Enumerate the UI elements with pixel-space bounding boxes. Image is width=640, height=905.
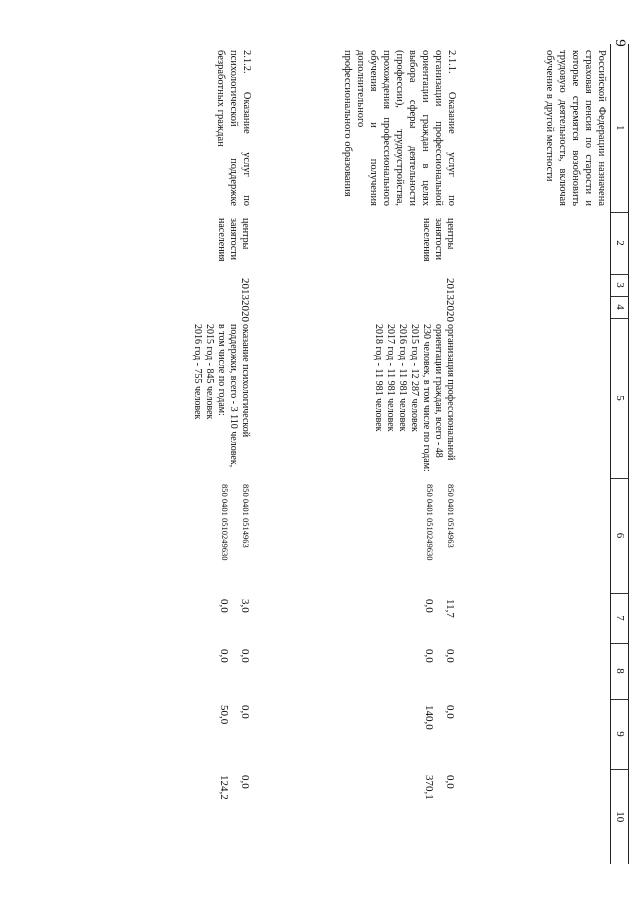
column-number: 6 <box>611 478 629 593</box>
indicator-line: организация профессиональной ориентации граждан, всего - 48 230 человек, в том числе по годам: <box>421 324 457 472</box>
funding-value: 0,0 <box>218 649 231 663</box>
column-number: 8 <box>611 643 629 699</box>
cell-value-col9 <box>461 699 611 769</box>
table-row <box>461 44 611 864</box>
rotated-table-container <box>134 44 629 864</box>
funding-value: 11,7 <box>444 599 457 618</box>
funding-value: 0,0 <box>444 705 457 719</box>
funding-value: 50,0 <box>218 705 231 725</box>
column-number: 2 <box>611 212 629 274</box>
cell-value-col8 <box>116 643 256 699</box>
cell-value-col10 <box>116 769 256 864</box>
table-row <box>116 44 256 864</box>
cell-indicators <box>116 318 256 478</box>
budget-code: 850 0401 0514963 <box>241 484 252 548</box>
cell-end-year: 2020 <box>239 300 252 322</box>
cell-measure-name: 2.1.1. Оказание услуг по организации профессиональной ориентации граждан в целях выбора сферы деятельности (профессии), трудоустройства, прохождения профессионального обучения и получения дополнительного профессионального образования <box>342 50 458 206</box>
funding-value: 0,0 <box>444 775 457 789</box>
column-number-row <box>611 44 629 864</box>
cell-budget-code <box>461 478 611 593</box>
funding-value: 3,0 <box>239 599 252 613</box>
funding-value: 0,0 <box>423 649 436 663</box>
program-table <box>116 44 630 864</box>
column-number: 10 <box>611 769 629 864</box>
funding-value: 370,1 <box>423 775 436 800</box>
page-number: 9 <box>612 39 628 47</box>
indicator-line: 2015 год - 845 человек <box>204 324 216 420</box>
indicator-line: 2018 год - 11 981 человек <box>373 324 385 432</box>
cell-executor: центры занятости населения <box>216 218 252 262</box>
table-row <box>256 44 461 864</box>
cell-value-col10 <box>461 769 611 864</box>
budget-code: 850 0401 051024963​0 <box>425 484 436 561</box>
cell-value-col7 <box>116 593 256 643</box>
indicator-line: 2015 год - 12 287 человек <box>409 324 421 432</box>
column-number: 3 <box>611 274 629 296</box>
cell-end-year <box>461 296 611 318</box>
indicator-line: оказание психологической поддержки, всего - 3 110 человек, в том числе по годам: <box>216 324 252 468</box>
cell-end-year: 2020 <box>444 300 457 322</box>
funding-value: 0,0 <box>218 599 231 613</box>
cell-indicators <box>461 318 611 478</box>
cell-start-year: 2013 <box>239 278 252 300</box>
indicator-line: 2016 год - 755 человек <box>192 324 204 420</box>
funding-value: 0,0 <box>239 649 252 663</box>
funding-value: 0,0 <box>444 649 457 663</box>
indicator-line: 2017 год - 11 981 человек <box>385 324 397 432</box>
funding-value: 0,0 <box>239 705 252 719</box>
cell-value-col10 <box>256 769 461 864</box>
column-number: 9 <box>611 699 629 769</box>
cell-measure-name: 2.1.2. Оказание услуг по психологической поддержке безработных граждан <box>215 50 253 206</box>
funding-value: 0,0 <box>423 599 436 613</box>
funding-value: 140,0 <box>423 705 436 730</box>
cell-indicators <box>256 318 461 478</box>
funding-value: 124,2 <box>218 775 231 800</box>
cell-start-year <box>461 274 611 296</box>
column-number: 4 <box>611 296 629 318</box>
cell-value-col8 <box>256 643 461 699</box>
cell-executor: центры занятости населения <box>421 218 457 262</box>
column-number: 7 <box>611 593 629 643</box>
cell-value-col7 <box>461 593 611 643</box>
budget-code: 850 0401 0510249630 <box>220 484 231 561</box>
indicator-line: 2016 год - 11 981 человек <box>397 324 409 432</box>
cell-measure-name: Российской Федерации назначена страховая пенсия по старости и которые стремятся возобновить трудовую деятельность, включая обучение в другой местности <box>544 50 607 206</box>
cell-budget-code <box>256 478 461 593</box>
cell-value-col9 <box>116 699 256 769</box>
cell-executor <box>461 212 611 274</box>
budget-code: 850 0401 0514963 <box>446 484 457 548</box>
funding-value: 0,0 <box>239 775 252 789</box>
column-number: 5 <box>611 318 629 478</box>
cell-value-col7 <box>256 593 461 643</box>
cell-value-col8 <box>461 643 611 699</box>
column-number: 1 <box>611 44 629 212</box>
cell-start-year: 2013 <box>444 278 457 300</box>
cell-value-col9 <box>256 699 461 769</box>
cell-budget-code <box>116 478 256 593</box>
